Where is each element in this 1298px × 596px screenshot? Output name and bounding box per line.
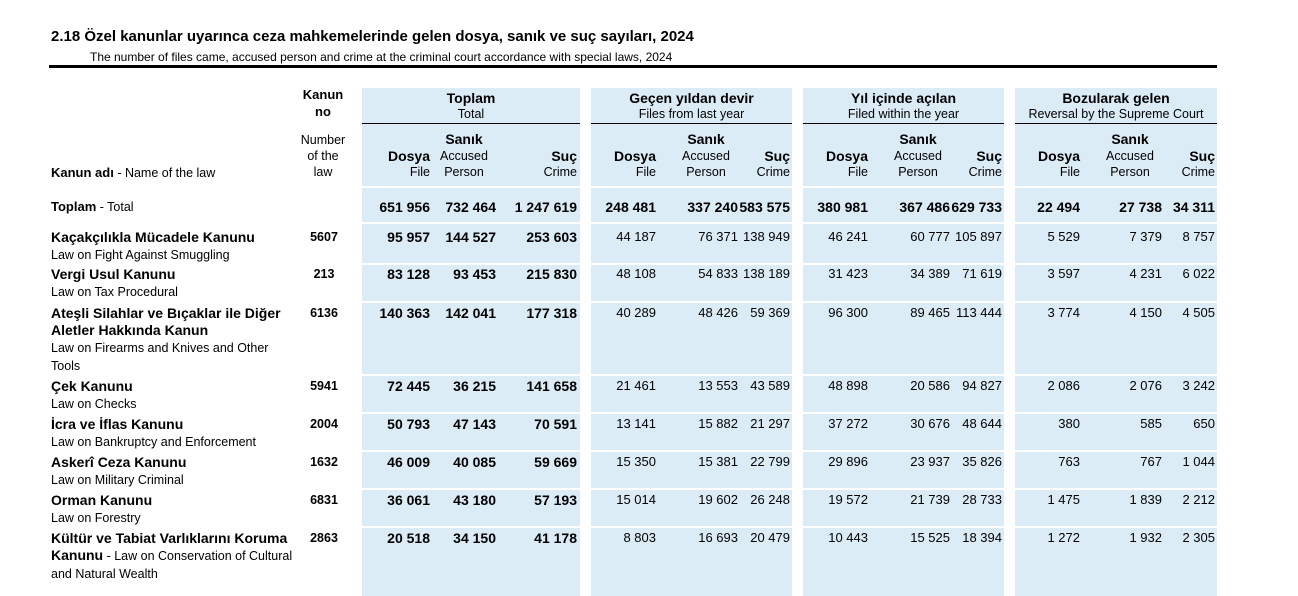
cell-value-10: 767 bbox=[1140, 454, 1162, 469]
law-name-tr: Orman Kanunu bbox=[51, 492, 153, 508]
cell-value-10: 4 150 bbox=[1129, 305, 1162, 320]
subhead-suc-tr-2: Suç bbox=[976, 148, 1002, 164]
law-name-en: Law on Checks bbox=[51, 397, 137, 411]
kanun-no-header-2: no bbox=[315, 104, 331, 119]
cell-value-5: 138 949 bbox=[743, 229, 790, 244]
cell-value-9: 3 597 bbox=[1047, 266, 1080, 281]
subhead-dosya-en-0: File bbox=[409, 165, 430, 179]
subhead-sanik-en1-2: Accused bbox=[894, 149, 942, 163]
cell-value-2: 57 193 bbox=[534, 492, 577, 508]
law-name-en: - Law on Conservation of Cultural and Natural Wealth bbox=[51, 549, 293, 581]
group-title-en-2: Filed within the year bbox=[847, 107, 960, 121]
cell-value-9: 1 272 bbox=[1047, 530, 1080, 545]
cell-value-0: 72 445 bbox=[387, 378, 430, 394]
cell-value-9: 380 bbox=[1058, 416, 1080, 431]
total-value-4: 337 240 bbox=[687, 199, 738, 215]
cell-value-5: 43 589 bbox=[750, 378, 790, 393]
subhead-suc-en-3: Crime bbox=[1181, 165, 1215, 179]
cell-value-11: 650 bbox=[1193, 416, 1215, 431]
cell-value-2: 59 669 bbox=[534, 454, 577, 470]
cell-value-0: 36 061 bbox=[387, 492, 430, 508]
cell-value-5: 22 799 bbox=[750, 454, 790, 469]
law-name bbox=[51, 378, 296, 413]
subhead-sanik-tr-2: Sanık bbox=[899, 131, 937, 147]
cell-value-3: 15 350 bbox=[616, 454, 656, 469]
cell-value-5: 59 369 bbox=[750, 305, 790, 320]
cell-value-5: 138 189 bbox=[743, 266, 790, 281]
total-label-tr: Toplam bbox=[51, 199, 97, 214]
cell-value-10: 585 bbox=[1140, 416, 1162, 431]
cell-value-9: 5 529 bbox=[1047, 229, 1080, 244]
subhead-sanik-en2-3: Person bbox=[1110, 165, 1150, 179]
subhead-dosya-tr-1: Dosya bbox=[613, 148, 656, 164]
law-number: 5941 bbox=[310, 379, 338, 393]
law-name-en: Law on Fight Against Smuggling bbox=[51, 248, 230, 262]
subhead-suc-tr-0: Suç bbox=[551, 148, 577, 164]
subhead-sanik-tr-1: Sanık bbox=[687, 131, 725, 147]
cell-value-10: 7 379 bbox=[1129, 229, 1162, 244]
row-separator-3 bbox=[49, 301, 1217, 303]
group-title-tr-0: Toplam bbox=[446, 90, 496, 106]
cell-value-7: 89 465 bbox=[910, 305, 950, 320]
kanun-no-en-3: law bbox=[313, 165, 333, 179]
law-name-en: Law on Forestry bbox=[51, 511, 141, 525]
subhead-suc-en-2: Crime bbox=[968, 165, 1002, 179]
cell-value-8: 71 619 bbox=[962, 266, 1002, 281]
cell-value-8: 35 826 bbox=[962, 454, 1002, 469]
cell-value-6: 10 443 bbox=[828, 530, 868, 545]
cell-value-1: 144 527 bbox=[445, 229, 496, 245]
cell-value-4: 19 602 bbox=[698, 492, 738, 507]
subhead-dosya-tr-2: Dosya bbox=[825, 148, 868, 164]
subhead-dosya-en-1: File bbox=[635, 165, 656, 179]
law-name-tr: Vergi Usul Kanunu bbox=[51, 266, 176, 282]
cell-value-8: 105 897 bbox=[955, 229, 1002, 244]
cell-value-10: 1 932 bbox=[1129, 530, 1162, 545]
group-title-tr-1: Geçen yıldan devir bbox=[629, 90, 754, 106]
cell-value-0: 95 957 bbox=[387, 229, 430, 245]
cell-value-9: 1 475 bbox=[1047, 492, 1080, 507]
cell-value-6: 96 300 bbox=[828, 305, 868, 320]
cell-value-3: 8 803 bbox=[623, 530, 656, 545]
cell-value-9: 2 086 bbox=[1047, 378, 1080, 393]
cell-value-1: 142 041 bbox=[445, 305, 496, 321]
group-title-en-0: Total bbox=[457, 107, 485, 121]
row-separator-0 bbox=[49, 186, 1217, 188]
table-title: 2.18 Özel kanunlar uyarınca ceza mahkemelerinde gelen dosya, sanık ve suç sayıları, 2024 bbox=[51, 28, 694, 45]
cell-value-0: 20 518 bbox=[387, 530, 430, 546]
subhead-dosya-tr-0: Dosya bbox=[387, 148, 430, 164]
cell-value-6: 31 423 bbox=[828, 266, 868, 281]
law-name-en: Law on Firearms and Knives and Other Tools bbox=[51, 341, 269, 373]
law-number: 6136 bbox=[310, 306, 338, 320]
total-label bbox=[51, 199, 134, 215]
cell-value-4: 15 882 bbox=[698, 416, 738, 431]
law-name bbox=[51, 305, 296, 375]
cell-value-4: 76 371 bbox=[698, 229, 738, 244]
cell-value-6: 46 241 bbox=[828, 229, 868, 244]
subhead-suc-en-0: Crime bbox=[543, 165, 577, 179]
law-name-tr: İcra ve İflas Kanunu bbox=[51, 416, 184, 432]
cell-value-5: 20 479 bbox=[750, 530, 790, 545]
cell-value-0: 140 363 bbox=[379, 305, 430, 321]
cell-value-8: 113 444 bbox=[955, 305, 1002, 320]
cell-value-0: 46 009 bbox=[387, 454, 430, 470]
name-header-en: - Name of the law bbox=[113, 166, 216, 180]
cell-value-8: 28 733 bbox=[962, 492, 1002, 507]
total-value-0: 651 956 bbox=[379, 199, 430, 215]
cell-value-7: 15 525 bbox=[910, 530, 950, 545]
cell-value-6: 29 896 bbox=[828, 454, 868, 469]
group-title-tr-3: Bozularak gelen bbox=[1062, 90, 1170, 106]
law-number: 2004 bbox=[310, 417, 338, 431]
law-name bbox=[51, 229, 296, 264]
cell-value-3: 15 014 bbox=[616, 492, 656, 507]
total-value-2: 1 247 619 bbox=[514, 199, 577, 215]
subhead-sanik-tr-3: Sanık bbox=[1111, 131, 1149, 147]
law-number: 5607 bbox=[310, 230, 338, 244]
cell-value-1: 47 143 bbox=[453, 416, 496, 432]
subhead-suc-tr-3: Suç bbox=[1189, 148, 1215, 164]
cell-value-1: 36 215 bbox=[453, 378, 496, 394]
subhead-suc-tr-1: Suç bbox=[764, 148, 790, 164]
cell-value-11: 8 757 bbox=[1182, 229, 1215, 244]
group-underline-3 bbox=[1015, 123, 1217, 124]
subhead-dosya-tr-3: Dosya bbox=[1037, 148, 1080, 164]
law-number: 1632 bbox=[310, 455, 338, 469]
cell-value-8: 94 827 bbox=[962, 378, 1002, 393]
total-value-1: 732 464 bbox=[445, 199, 496, 215]
law-name-en: Law on Tax Procedural bbox=[51, 285, 178, 299]
cell-value-11: 4 505 bbox=[1182, 305, 1215, 320]
cell-value-0: 83 128 bbox=[387, 266, 430, 282]
total-value-8: 629 733 bbox=[951, 199, 1002, 215]
group-title-tr-2: Yıl içinde açılan bbox=[850, 90, 957, 106]
cell-value-1: 40 085 bbox=[453, 454, 496, 470]
cell-value-10: 1 839 bbox=[1129, 492, 1162, 507]
cell-value-5: 26 248 bbox=[750, 492, 790, 507]
cell-value-7: 34 389 bbox=[910, 266, 950, 281]
name-header bbox=[51, 165, 215, 181]
law-name-tr: Ateşli Silahlar ve Bıçaklar ile Diğer Aletler Hakkında Kanun bbox=[51, 305, 281, 338]
total-value-7: 367 486 bbox=[899, 199, 950, 215]
cell-value-7: 21 739 bbox=[910, 492, 950, 507]
law-number: 6831 bbox=[310, 493, 338, 507]
law-number: 2863 bbox=[310, 531, 338, 545]
cell-value-7: 60 777 bbox=[910, 229, 950, 244]
name-header-tr: Kanun adı bbox=[51, 165, 114, 180]
total-value-5: 583 575 bbox=[739, 199, 790, 215]
subhead-sanik-en2-2: Person bbox=[898, 165, 938, 179]
law-name bbox=[51, 266, 296, 301]
cell-value-0: 50 793 bbox=[387, 416, 430, 432]
cell-value-7: 23 937 bbox=[910, 454, 950, 469]
cell-value-11: 6 022 bbox=[1182, 266, 1215, 281]
cell-value-10: 2 076 bbox=[1129, 378, 1162, 393]
cell-value-9: 763 bbox=[1058, 454, 1080, 469]
law-name-tr: Kaçakçılıkla Mücadele Kanunu bbox=[51, 229, 255, 245]
law-name-en: Law on Bankruptcy and Enforcement bbox=[51, 435, 256, 449]
cell-value-2: 177 318 bbox=[526, 305, 577, 321]
group-underline-2 bbox=[803, 123, 1004, 124]
total-value-6: 380 981 bbox=[817, 199, 868, 215]
group-title-en-3: Reversal by the Supreme Court bbox=[1028, 107, 1204, 121]
cell-value-6: 37 272 bbox=[828, 416, 868, 431]
subhead-sanik-en1-0: Accused bbox=[440, 149, 488, 163]
cell-value-2: 141 658 bbox=[526, 378, 577, 394]
subhead-sanik-en1-3: Accused bbox=[1106, 149, 1154, 163]
cell-value-6: 19 572 bbox=[828, 492, 868, 507]
cell-value-2: 215 830 bbox=[526, 266, 577, 282]
cell-value-5: 21 297 bbox=[750, 416, 790, 431]
law-name bbox=[51, 454, 296, 489]
subhead-sanik-tr-0: Sanık bbox=[445, 131, 483, 147]
cell-value-1: 34 150 bbox=[453, 530, 496, 546]
law-name-en: Law on Military Criminal bbox=[51, 473, 184, 487]
law-number: 213 bbox=[313, 267, 335, 281]
cell-value-7: 20 586 bbox=[910, 378, 950, 393]
row-separator-1 bbox=[49, 222, 1217, 224]
law-name-tr: Askerî Ceza Kanunu bbox=[51, 454, 187, 470]
group-underline-1 bbox=[591, 123, 792, 124]
cell-value-7: 30 676 bbox=[910, 416, 950, 431]
top-rule bbox=[49, 65, 1217, 68]
kanun-no-header: Kanun bbox=[302, 87, 344, 102]
group-title-en-1: Files from last year bbox=[638, 107, 745, 121]
cell-value-1: 93 453 bbox=[453, 266, 496, 282]
cell-value-11: 1 044 bbox=[1182, 454, 1215, 469]
cell-value-2: 70 591 bbox=[534, 416, 577, 432]
cell-value-11: 3 242 bbox=[1182, 378, 1215, 393]
cell-value-3: 48 108 bbox=[616, 266, 656, 281]
cell-value-11: 2 305 bbox=[1182, 530, 1215, 545]
subhead-sanik-en2-0: Person bbox=[444, 165, 484, 179]
group-underline-0 bbox=[362, 123, 580, 124]
subhead-sanik-en1-1: Accused bbox=[682, 149, 730, 163]
cell-value-3: 21 461 bbox=[616, 378, 656, 393]
table-subtitle: The number of files came, accused person and crime at the criminal court accordance with special laws, 2024 bbox=[90, 50, 673, 64]
subhead-dosya-en-2: File bbox=[847, 165, 868, 179]
total-label-en: - Total bbox=[96, 200, 134, 214]
total-value-3: 248 481 bbox=[605, 199, 656, 215]
cell-value-4: 13 553 bbox=[698, 378, 738, 393]
cell-value-6: 48 898 bbox=[828, 378, 868, 393]
cell-value-8: 48 644 bbox=[962, 416, 1002, 431]
subhead-dosya-en-3: File bbox=[1059, 165, 1080, 179]
law-name bbox=[51, 416, 296, 451]
total-value-10: 27 738 bbox=[1119, 199, 1162, 215]
cell-value-3: 40 289 bbox=[616, 305, 656, 320]
cell-value-2: 41 178 bbox=[534, 530, 577, 546]
cell-value-1: 43 180 bbox=[453, 492, 496, 508]
cell-value-4: 16 693 bbox=[698, 530, 738, 545]
cell-value-3: 13 141 bbox=[616, 416, 656, 431]
kanun-no-en-2: of the bbox=[307, 149, 339, 163]
law-name bbox=[51, 492, 296, 527]
cell-value-3: 44 187 bbox=[616, 229, 656, 244]
cell-value-10: 4 231 bbox=[1129, 266, 1162, 281]
law-name bbox=[51, 530, 296, 583]
subhead-suc-en-1: Crime bbox=[756, 165, 790, 179]
kanun-no-en-1: Number bbox=[300, 133, 346, 147]
subhead-sanik-en2-1: Person bbox=[686, 165, 726, 179]
total-value-11: 34 311 bbox=[1172, 199, 1215, 215]
cell-value-11: 2 212 bbox=[1182, 492, 1215, 507]
cell-value-4: 54 833 bbox=[698, 266, 738, 281]
cell-value-4: 48 426 bbox=[698, 305, 738, 320]
cell-value-8: 18 394 bbox=[962, 530, 1002, 545]
cell-value-9: 3 774 bbox=[1047, 305, 1080, 320]
cell-value-4: 15 381 bbox=[698, 454, 738, 469]
cell-value-2: 253 603 bbox=[526, 229, 577, 245]
law-name-tr: Çek Kanunu bbox=[51, 378, 133, 394]
total-value-9: 22 494 bbox=[1037, 199, 1080, 215]
law-name-tr: Kültür ve Tabiat Varlıklarını Koruma Kanunu bbox=[51, 530, 288, 563]
